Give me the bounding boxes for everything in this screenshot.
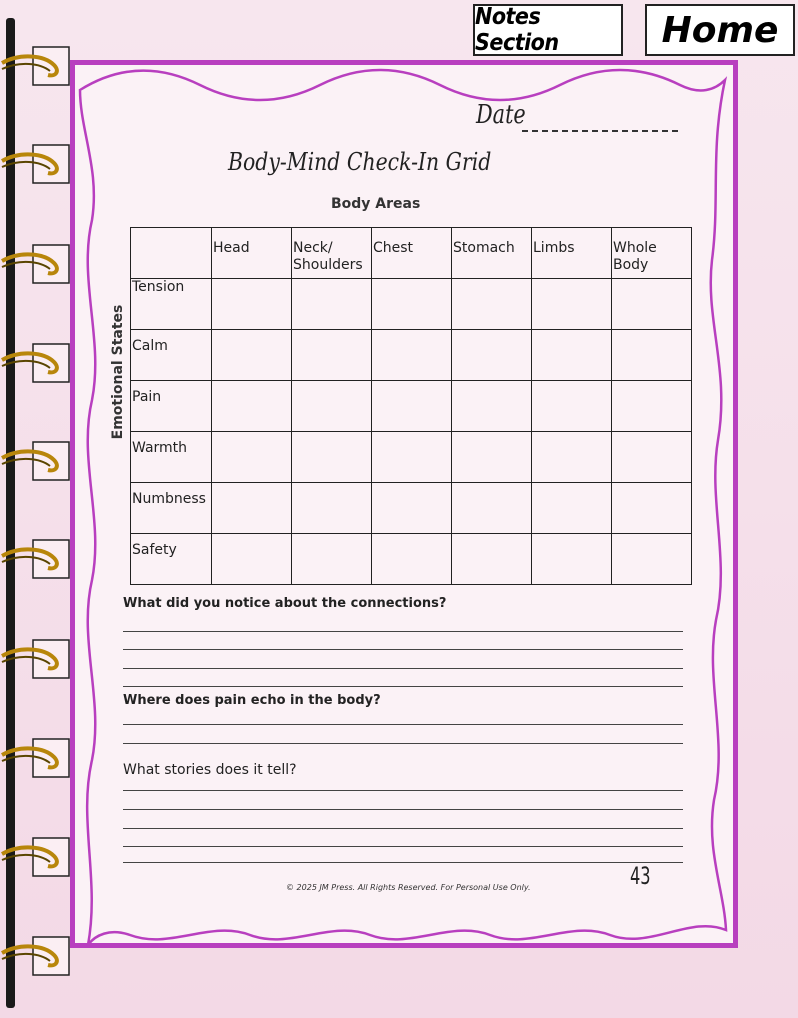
answer-line[interactable]: [123, 809, 683, 810]
answer-line[interactable]: [123, 686, 683, 687]
grid-cell[interactable]: [372, 432, 452, 483]
grid-cell[interactable]: [532, 330, 612, 381]
grid-cell[interactable]: [372, 330, 452, 381]
column-header: Head: [212, 228, 292, 279]
row-heading: Emotional States: [110, 304, 126, 440]
grid-cell[interactable]: [612, 534, 692, 585]
row-header: Warmth: [131, 432, 212, 483]
grid-cell[interactable]: [292, 279, 372, 330]
check-in-grid: [130, 227, 692, 585]
column-heading: Body Areas: [331, 196, 421, 212]
grid-cell[interactable]: [292, 381, 372, 432]
page-title: Body-Mind Check-In Grid: [228, 148, 492, 176]
question-prompt: What did you notice about the connections?: [123, 596, 447, 611]
grid-cell[interactable]: [532, 432, 612, 483]
grid-cell[interactable]: [452, 483, 532, 534]
answer-line[interactable]: [123, 668, 683, 669]
answer-line[interactable]: [123, 862, 683, 863]
grid-cell[interactable]: [452, 534, 532, 585]
answer-line[interactable]: [123, 828, 683, 829]
home-label: Home: [661, 9, 779, 51]
grid-cell[interactable]: [612, 330, 692, 381]
column-header: Neck/ Shoulders: [292, 228, 372, 279]
row-header: Pain: [131, 381, 212, 432]
grid-cell[interactable]: [212, 279, 292, 330]
grid-cell[interactable]: [532, 483, 612, 534]
date-label: Date: [476, 100, 526, 130]
footer-copyright: © 2025 JM Press. All Rights Reserved. For Personal Use Only.: [286, 883, 531, 892]
grid-cell[interactable]: [532, 279, 612, 330]
grid-cell[interactable]: [452, 432, 532, 483]
grid-cell[interactable]: [212, 381, 292, 432]
question-prompt: Where does pain echo in the body?: [123, 693, 381, 708]
grid-cell[interactable]: [372, 483, 452, 534]
column-header: Limbs: [532, 228, 612, 279]
grid-cell[interactable]: [292, 483, 372, 534]
grid-cell[interactable]: [212, 330, 292, 381]
grid-cell[interactable]: [212, 534, 292, 585]
grid-cell[interactable]: [452, 381, 532, 432]
row-header: Numbness: [131, 483, 212, 534]
grid-cell[interactable]: [372, 534, 452, 585]
page-number: 43: [630, 862, 651, 890]
grid-cell[interactable]: [372, 381, 452, 432]
grid-cell[interactable]: [372, 279, 452, 330]
date-line[interactable]: [522, 130, 678, 132]
grid-cell[interactable]: [452, 279, 532, 330]
grid-cell[interactable]: [612, 279, 692, 330]
grid-cell[interactable]: [612, 483, 692, 534]
answer-line[interactable]: [123, 846, 683, 847]
column-header: Stomach: [452, 228, 532, 279]
grid-cell[interactable]: [292, 330, 372, 381]
notes-section-label: Notes Section: [475, 4, 559, 56]
grid-cell[interactable]: [532, 381, 612, 432]
answer-line[interactable]: [123, 743, 683, 744]
grid-cell[interactable]: [292, 534, 372, 585]
row-header: Calm: [131, 330, 212, 381]
answer-line[interactable]: [123, 724, 683, 725]
row-header: Safety: [131, 534, 212, 585]
answer-line[interactable]: [123, 790, 683, 791]
grid-cell[interactable]: [452, 330, 532, 381]
grid-cell[interactable]: [532, 534, 612, 585]
row-header: Tension: [131, 279, 212, 330]
column-header: Chest: [372, 228, 452, 279]
grid-corner-cell: [131, 228, 212, 279]
grid-cell[interactable]: [612, 432, 692, 483]
answer-line[interactable]: [123, 649, 683, 650]
answer-line[interactable]: [123, 631, 683, 632]
grid-cell[interactable]: [292, 432, 372, 483]
question-prompt: What stories does it tell?: [123, 762, 297, 778]
grid-cell[interactable]: [612, 381, 692, 432]
grid-cell[interactable]: [212, 483, 292, 534]
grid-cell[interactable]: [212, 432, 292, 483]
column-header: Whole Body: [612, 228, 692, 279]
